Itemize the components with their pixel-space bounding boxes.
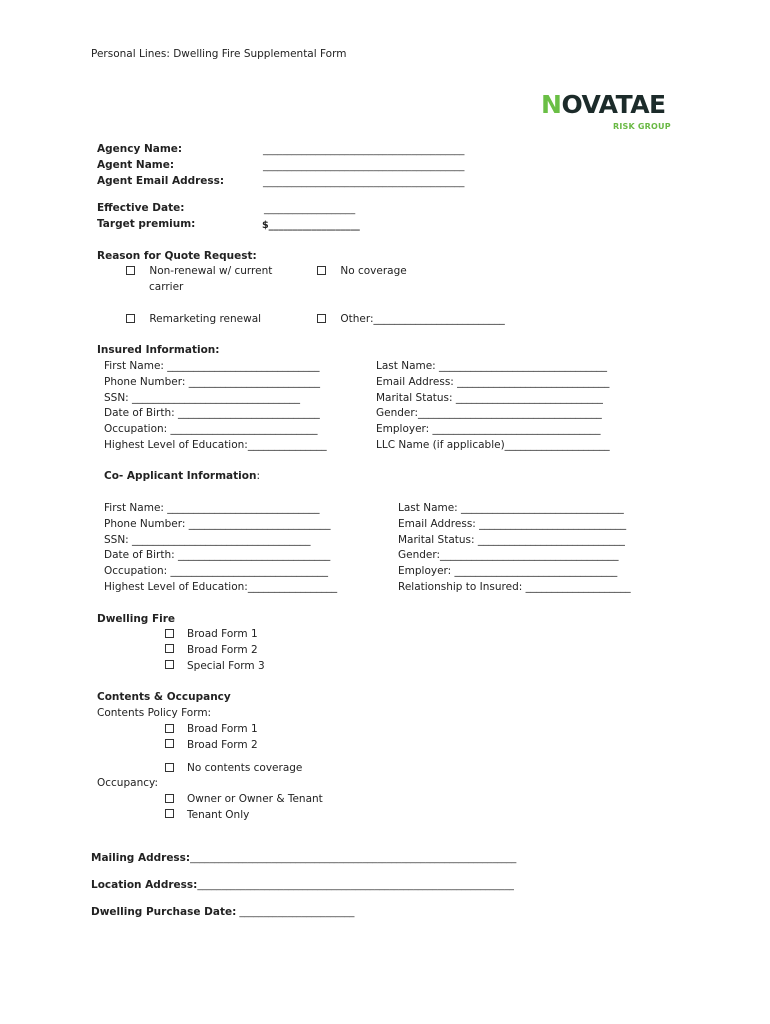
agent-name-label: Agent Name: xyxy=(97,159,175,171)
contents-option-label: Broad Form 2 xyxy=(187,738,258,751)
dwelling-option-label: Special Form 3 xyxy=(187,659,265,672)
reason-other-label: Other:_________________________ xyxy=(340,313,505,325)
coapp-relationship-field[interactable]: Relationship to Insured: ____________________ xyxy=(398,580,631,593)
insured-left-fields xyxy=(104,359,327,454)
insured-phone-field[interactable]: Phone Number: _________________________ xyxy=(104,375,320,388)
checkbox-icon[interactable] xyxy=(165,660,174,669)
reason-nonrenewal-option[interactable] xyxy=(126,264,272,280)
dwelling-option-special-3[interactable] xyxy=(165,659,265,675)
checkbox-icon[interactable] xyxy=(165,739,174,748)
agent-email-label: Agent Email Address: xyxy=(97,175,225,187)
purchase-date-label: Dwelling Purchase Date: xyxy=(91,906,237,918)
checkbox-icon[interactable] xyxy=(165,763,174,772)
coapp-heading-colon: : xyxy=(256,470,260,482)
contents-policy-label: Contents Policy Form: xyxy=(97,707,212,719)
coapp-heading-text: Co- Applicant Information xyxy=(104,470,257,482)
coapp-right-fields xyxy=(398,501,631,596)
insured-right-fields xyxy=(376,359,610,454)
agency-name-label: Agency Name: xyxy=(97,143,183,155)
effective-date-label: Effective Date: xyxy=(97,202,185,214)
insured-employer-field[interactable]: Employer: ________________________________ xyxy=(376,423,601,436)
occupancy-option-owner[interactable] xyxy=(165,792,323,808)
coapp-last-name-field[interactable]: Last Name: _______________________________ xyxy=(398,502,624,514)
reason-no-coverage-option[interactable] xyxy=(317,264,407,280)
novatae-logo xyxy=(541,92,666,117)
contents-options xyxy=(165,722,258,754)
coapp-marital-field[interactable]: Marital Status: ____________________________ xyxy=(398,533,625,546)
coapp-ssn-field[interactable]: SSN: __________________________________ xyxy=(104,533,311,546)
reason-remarketing-option[interactable] xyxy=(126,312,261,328)
agent-name-field[interactable]: __________________________________________ xyxy=(263,161,465,172)
contents-no-coverage-label: No contents coverage xyxy=(187,762,303,774)
checkbox-icon[interactable] xyxy=(317,266,326,275)
contents-heading: Contents & Occupancy xyxy=(97,691,231,703)
logo-wordmark: NOVATAE xyxy=(541,90,666,119)
contents-option-broad-2[interactable] xyxy=(165,738,258,754)
purchase-date-field[interactable]: ________________________ xyxy=(236,907,355,918)
coapp-gender-field[interactable]: Gender:__________________________________ xyxy=(398,549,619,562)
dwelling-option-label: Broad Form 1 xyxy=(187,628,258,640)
insured-gender-field[interactable]: Gender:___________________________________ xyxy=(376,407,602,420)
reason-nonrenewal-label: Non-renewal w/ current xyxy=(149,265,273,277)
checkbox-icon[interactable] xyxy=(126,266,135,275)
coapp-email-field[interactable]: Email Address: ____________________________ xyxy=(398,517,627,530)
occupancy-option-tenant[interactable] xyxy=(165,808,323,824)
reason-heading: Reason for Quote Request: xyxy=(97,250,257,262)
effective-date-field[interactable]: ___________________ xyxy=(264,204,356,215)
dwelling-options xyxy=(165,627,265,674)
purchase-date-row xyxy=(91,905,354,921)
coapp-occupation-field[interactable]: Occupation: ______________________________ xyxy=(104,565,329,578)
location-address-label: Location Address: xyxy=(91,879,198,891)
contents-option-broad-1[interactable] xyxy=(165,722,258,738)
coapp-employer-field[interactable]: Employer: _______________________________ xyxy=(398,565,618,578)
occupancy-option-label: Owner or Owner & Tenant xyxy=(187,793,323,805)
reason-remarketing-label: Remarketing renewal xyxy=(149,313,262,325)
insured-education-field[interactable]: Highest Level of Education:_______________ xyxy=(104,438,327,451)
coapp-left-fields xyxy=(104,501,337,596)
checkbox-icon[interactable] xyxy=(317,314,326,323)
logo-tagline: RISK GROUP xyxy=(613,122,671,131)
insured-marital-field[interactable]: Marital Status: ____________________________ xyxy=(376,391,603,404)
insured-first-name-field[interactable]: First Name: _____________________________ xyxy=(104,360,320,372)
reason-nonrenewal-label-cont: carrier xyxy=(149,281,184,293)
checkbox-icon[interactable] xyxy=(165,629,174,638)
coapp-education-field[interactable]: Highest Level of Education:_________________ xyxy=(104,580,338,593)
mailing-address-row xyxy=(91,851,516,867)
form-title: Personal Lines: Dwelling Fire Supplemental Form xyxy=(91,48,347,60)
reason-other-option[interactable] xyxy=(317,312,505,328)
occupancy-options xyxy=(165,792,323,824)
location-address-field[interactable]: __________________________________________________________________ xyxy=(197,880,514,891)
occupancy-label: Occupancy: xyxy=(97,777,158,789)
checkbox-icon[interactable] xyxy=(165,794,174,803)
location-address-row xyxy=(91,878,514,894)
checkbox-icon[interactable] xyxy=(165,644,174,653)
agent-email-field[interactable]: __________________________________________ xyxy=(263,177,465,188)
insured-last-name-field[interactable]: Last Name: ________________________________ xyxy=(376,360,608,372)
insured-llc-field[interactable]: LLC Name (if applicable)____________________ xyxy=(376,438,610,451)
coapp-heading xyxy=(104,469,260,485)
contents-no-coverage-option[interactable] xyxy=(165,761,302,777)
agency-name-field[interactable]: __________________________________________ xyxy=(263,145,465,156)
mailing-address-label: Mailing Address: xyxy=(91,852,191,864)
contents-option-label: Broad Form 1 xyxy=(187,723,258,735)
insured-dob-field[interactable]: Date of Birth: ___________________________ xyxy=(104,407,320,420)
insured-email-field[interactable]: Email Address: _____________________________ xyxy=(376,375,610,388)
dwelling-option-broad-1[interactable] xyxy=(165,627,265,643)
insured-ssn-field[interactable]: SSN: ________________________________ xyxy=(104,391,301,404)
target-premium-label: Target premium: xyxy=(97,218,196,230)
mailing-address-field[interactable]: ____________________________________________________________________ xyxy=(190,853,517,864)
checkbox-icon[interactable] xyxy=(126,314,135,323)
checkbox-icon[interactable] xyxy=(165,724,174,733)
coapp-phone-field[interactable]: Phone Number: ___________________________ xyxy=(104,517,331,530)
checkbox-icon[interactable] xyxy=(165,809,174,818)
dwelling-option-label: Broad Form 2 xyxy=(187,643,258,656)
insured-occupation-field[interactable]: Occupation: ____________________________ xyxy=(104,423,318,436)
dwelling-option-broad-2[interactable] xyxy=(165,643,265,659)
insured-heading: Insured Information: xyxy=(97,344,220,356)
target-premium-field[interactable]: $___________________ xyxy=(262,220,360,231)
occupancy-option-label: Tenant Only xyxy=(187,808,250,821)
coapp-dob-field[interactable]: Date of Birth: _____________________________ xyxy=(104,549,331,562)
reason-no-coverage-label: No coverage xyxy=(340,265,407,277)
dwelling-heading: Dwelling Fire xyxy=(97,613,176,625)
coapp-first-name-field[interactable]: First Name: _____________________________ xyxy=(104,502,320,514)
